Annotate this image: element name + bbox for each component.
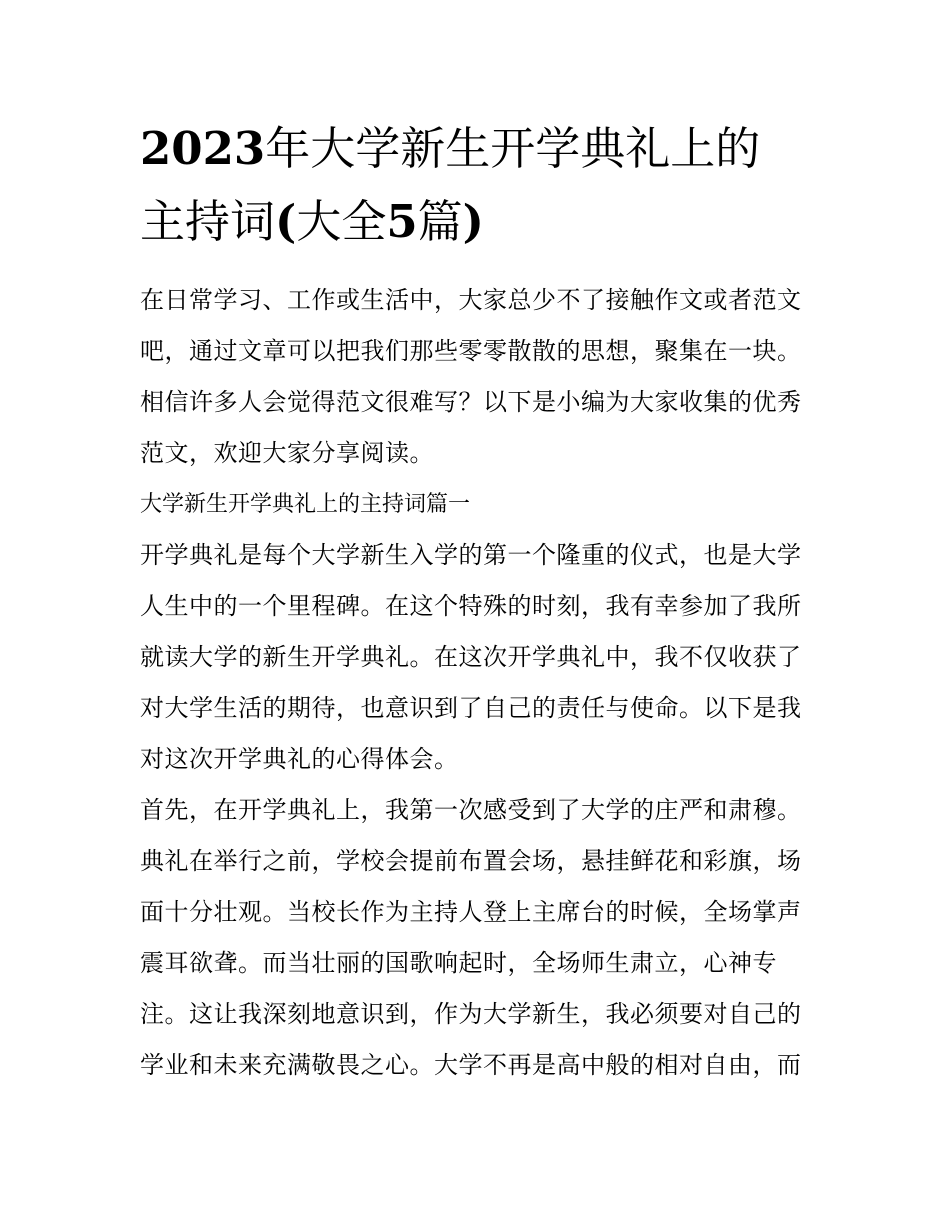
document-body (140, 275, 820, 1091)
text-line: 在日常学习、工作或生活中，大家总少不了接触作文或者范文 (140, 286, 802, 314)
section-heading (140, 479, 820, 530)
text-line: 相信许多人会觉得范文很难写？以下是小编为大家收集的优秀 (140, 388, 802, 416)
text-line: 就读大学的新生开学典礼。在这次开学典礼中，我不仅收获了 (140, 643, 802, 671)
title-segment: 5 (386, 195, 418, 248)
document-title (140, 112, 820, 258)
paragraph (140, 530, 820, 785)
paragraph (140, 275, 820, 479)
title-segment: 年大学新生开学典礼上的 (265, 122, 761, 175)
text-line: 典礼在举行之前，学校会提前布置会场，悬挂鲜花和彩旗，场 (140, 847, 802, 875)
title-line (140, 112, 820, 185)
text-line: 开学典礼是每个大学新生入学的第一个隆重的仪式，也是大学 (140, 541, 802, 569)
text-line: 范文，欢迎大家分享阅读。 (140, 439, 434, 467)
document-page (140, 112, 820, 1091)
title-line (140, 185, 820, 258)
text-line: 吧，通过文章可以把我们那些零零散散的思想，聚集在一块。 (140, 337, 802, 365)
title-segment: ( (275, 195, 297, 248)
text-line: 首先，在开学典礼上，我第一次感受到了大学的庄严和肃穆。 (140, 796, 802, 824)
text-line: 面十分壮观。当校长作为主持人登上主席台的时候，全场掌声 (140, 898, 802, 926)
text-line: 对这次开学典礼的心得体会。 (140, 745, 459, 773)
title-segment: 主持词 (140, 195, 276, 248)
text-line: 对大学生活的期待，也意识到了自己的责任与使命。以下是我 (140, 694, 802, 722)
title-segment: 大全 (296, 195, 387, 248)
text-line: 震耳欲聋。而当壮丽的国歌响起时，全场师生肃立，心神专 (140, 949, 777, 977)
text-line: 注。这让我深刻地意识到，作为大学新生，我必须要对自己的 (140, 1000, 802, 1028)
paragraph (140, 785, 820, 1091)
text-line: 大学新生开学典礼上的主持词篇一 (140, 492, 471, 517)
text-line: 人生中的一个里程碑。在这个特殊的时刻，我有幸参加了我所 (140, 592, 802, 620)
title-segment: ) (462, 195, 484, 248)
title-segment: 2023 (140, 122, 266, 175)
title-segment: 篇 (417, 195, 463, 248)
text-line: 学业和未来充满敬畏之心。大学不再是高中般的相对自由，而 (140, 1051, 802, 1079)
